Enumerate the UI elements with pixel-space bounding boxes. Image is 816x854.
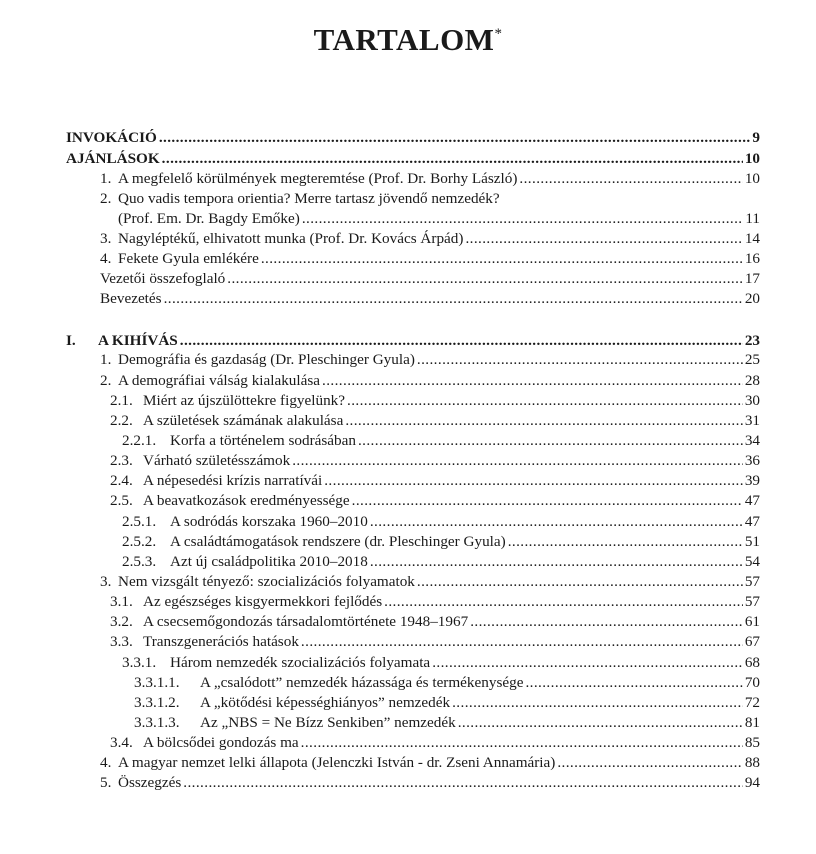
toc-entry-page: 54 [744,553,760,570]
toc-entry [122,653,760,673]
toc-entry-page: 47 [744,492,760,509]
toc-entry [110,632,760,652]
toc-entry [110,411,760,431]
toc-entry-number: 3. [100,573,112,590]
toc-entry-title: A beavatkozások eredményessége [143,492,350,509]
dot-leader [525,673,742,693]
toc-entry-page: 11 [745,210,760,227]
toc-entry-number: 2.3. [110,452,133,469]
toc-entry-page: 68 [744,654,760,671]
toc-entry-number: 2.1. [110,392,133,409]
toc-entry-page: 20 [744,290,760,307]
toc-entry-page: 39 [744,472,760,489]
dot-leader [370,552,743,572]
toc-entry-title: A csecsemőgondozás társadalomtörténete 1948–1967 [143,613,469,630]
toc-entry-title: A KIHÍVÁS [98,332,178,349]
toc-entry-title: A születések számának alakulása [143,412,344,429]
toc-entry [100,249,760,269]
toc-entry [110,491,760,511]
toc-entry-title: A „kötődési képességhiányos” nemzedék [200,694,451,711]
title-text: TARTALOM [313,22,495,57]
toc-entry [122,552,760,572]
toc-entry [100,289,760,309]
dot-leader [324,471,743,491]
toc-entry-title: Várható születésszámok [143,452,291,469]
toc-entry-page: 57 [744,593,760,610]
dot-leader [180,331,743,351]
toc-entry [122,431,760,451]
toc-entry-number: 4. [100,250,112,267]
toc-entry-number: 3. [100,230,112,247]
dot-leader [322,371,743,391]
toc-entry-number: 2.5.2. [122,533,157,550]
toc-entry-page: 61 [744,613,760,630]
title-footnote-mark: * [494,26,503,42]
toc-entry-page: 10 [744,150,760,167]
toc-entry-number: 1. [100,351,112,368]
dot-leader [519,169,742,189]
toc-entry-title: AJÁNLÁSOK [66,150,160,167]
dot-leader [164,289,743,309]
dot-leader [557,753,742,773]
toc-entry-title: Fekete Gyula emlékére [118,250,259,267]
toc-entry-number: 2. [100,190,112,207]
toc-entry-title: Összegzés [118,774,182,791]
dot-leader [502,189,758,209]
toc-entry-number: 3.3.1.1. [134,674,180,691]
dot-leader [417,572,743,592]
toc-entry-page: 81 [744,714,760,731]
toc-entry [100,773,760,793]
toc-entry-title: Az „NBS = Ne Bízz Senkiben” nemzedék [200,714,456,731]
toc-entry-page: 51 [744,533,760,550]
dot-leader [302,209,744,229]
toc-entry-number: 2.4. [110,472,133,489]
toc-entry-number: 4. [100,754,112,771]
toc-entry-title: A népesedési krízis narratívái [143,472,323,489]
dot-leader [370,512,743,532]
toc-entry-page: 28 [744,372,760,389]
toc-entry-title: A megfelelő körülmények megteremtése (Prof. Dr. Borhy László) [118,170,518,187]
toc-entry-page: 14 [744,230,760,247]
toc-entry-title: INVOKÁCIÓ [66,129,157,146]
toc-entry-title: A „csalódott” nemzedék házassága és termékenysége [200,674,524,691]
toc-entry-page: 72 [744,694,760,711]
toc-entry-number: 3.3.1.3. [134,714,180,731]
dot-leader [183,773,743,793]
toc-entry-title: A magyar nemzet lelki állapota (Jelenczki István - dr. Zseni Annamária) [118,754,556,771]
toc-entry [100,189,760,209]
toc-entry-title: A demográfiai válság kialakulása [118,372,321,389]
toc-entry [134,673,760,693]
toc-entry-number: 2.2. [110,412,133,429]
toc-entry-number: 2.5.1. [122,513,157,530]
toc-entry [100,169,760,189]
toc-entry [110,612,760,632]
dot-leader [452,693,743,713]
toc-entry-number: 2.2.1. [122,432,157,449]
dot-leader [345,411,743,431]
toc-entry-page: 67 [744,633,760,650]
toc-entry [134,713,760,733]
toc-entry-title: Quo vadis tempora orientia? Merre tartasz jövendő nemzedék? [118,190,500,207]
toc-entry-number: 2.5.3. [122,553,157,570]
dot-leader [301,632,743,652]
dot-leader [301,733,743,753]
toc-entry-title: (Prof. Em. Dr. Bagdy Emőke) [118,210,300,227]
toc-entry [100,350,760,370]
toc-entry-title: Transzgenerációs hatások [143,633,299,650]
dot-leader [417,350,743,370]
toc-entry [110,391,760,411]
dot-leader [352,491,743,511]
dot-leader [227,269,743,289]
toc-entry-page: 85 [744,734,760,751]
toc-entry-number: 3.2. [110,613,133,630]
dot-leader [159,128,751,148]
toc-entry-title: A bölcsődei gondozás ma [143,734,299,751]
toc-entry-page: 10 [744,170,760,187]
toc-entry-title: Nem vizsgált tényező: szocializációs folyamatok [118,573,415,590]
toc-entry-page: 17 [744,270,760,287]
toc-entry-number: 3.3. [110,633,133,650]
toc-entry [134,693,760,713]
toc-entry-title: Bevezetés [100,290,162,307]
toc-entry-page: 9 [752,129,760,146]
toc-entry-number: 5. [100,774,112,791]
toc-entry-title: Nagyléptékű, elhivatott munka (Prof. Dr. Kovács Árpád) [118,230,464,247]
toc-entry-number: 3.3.1.2. [134,694,180,711]
toc-entry-number: I. [66,332,76,349]
toc-entry [66,331,760,351]
dot-leader [384,592,743,612]
dot-leader [292,451,743,471]
toc-entry-title: Azt új családpolitika 2010–2018 [170,553,368,570]
toc-entry-page: 34 [744,432,760,449]
toc-entry-number: 2. [100,372,112,389]
toc-entry-page: 94 [744,774,760,791]
toc-entry-page: 36 [744,452,760,469]
toc-entry-page: 47 [744,513,760,530]
toc-entry-title: Korfa a történelem sodrásában [170,432,356,449]
toc-entry-page: 31 [744,412,760,429]
toc-entry-title: A családtámogatások rendszere (dr. Pleschinger Gyula) [170,533,506,550]
toc-entry-number: 3.4. [110,734,133,751]
toc-entry-title: Az egészséges kisgyermekkori fejlődés [143,593,383,610]
toc-entry-title: A sodródás korszaka 1960–2010 [170,513,368,530]
toc-entry-title: Vezetői összefoglaló [100,270,226,287]
toc-entry [110,592,760,612]
dot-leader [358,431,743,451]
toc-entry-title: Demográfia és gazdaság (Dr. Pleschinger Gyula) [118,351,415,368]
toc-entry-number: 1. [100,170,112,187]
toc-entry-page: 16 [744,250,760,267]
dot-leader [261,249,743,269]
toc-entry [110,471,760,491]
dot-leader [470,612,743,632]
toc-entry-page: 57 [744,573,760,590]
toc-entry-page: 30 [744,392,760,409]
toc-entry [118,209,760,229]
dot-leader [432,653,743,673]
toc-entry-page: 70 [744,674,760,691]
dot-leader [508,532,743,552]
dot-leader [162,149,743,169]
toc-entry [110,733,760,753]
toc-entry-number: 3.1. [110,593,133,610]
toc-entry-page: 25 [744,351,760,368]
toc-entry [100,572,760,592]
toc-entry-title: Három nemzedék szocializációs folyamata [170,654,431,671]
toc-entry-page: 23 [744,332,760,349]
dot-leader [458,713,743,733]
toc-entry [66,149,760,169]
toc-entry [122,512,760,532]
toc-entry-number: 2.5. [110,492,133,509]
toc-entry [100,269,760,289]
toc-entry [110,451,760,471]
dot-leader [465,229,742,249]
dot-leader [347,391,743,411]
toc-entry-page: 88 [744,754,760,771]
toc-entry [100,753,760,773]
toc-entry [122,532,760,552]
toc-entry [66,128,760,148]
toc-entry-title: Miért az újszülöttekre figyelünk? [143,392,346,409]
toc-entry-number: 3.3.1. [122,654,157,671]
toc-entry [100,371,760,391]
toc-entry [100,229,760,249]
